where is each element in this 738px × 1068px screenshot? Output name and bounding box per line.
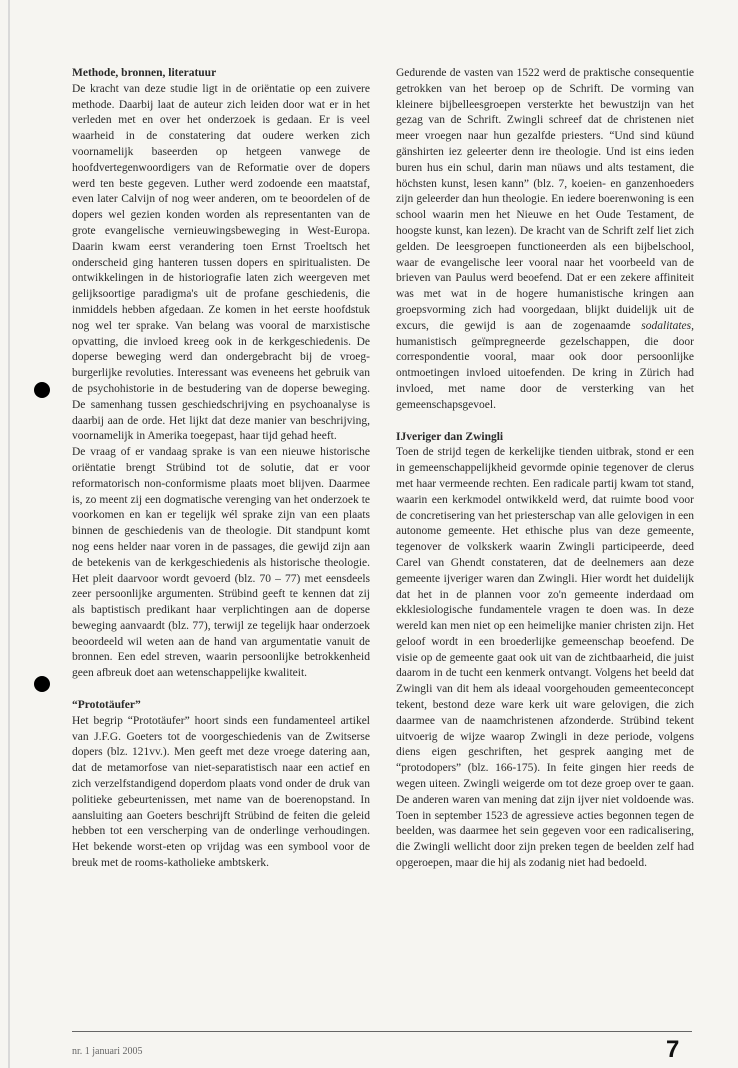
footer-rule (72, 1031, 692, 1032)
paragraph: Toen de strijd tegen de kerkelijke tienden uitbrak, stond er een in gemeenschappelijkheid gevormde opinie tegenover de clerus met haar vermeende rechten. Een radicale partij kwam tot stand, waarin een kerkmodel ontwikkeld werd, dat ruimte bood voor de concretisering van het priesterschap van alle gelovigen in een autonome gemeente. Het ethische plus van deze gemeente, tegenover de volkskerk waarin Zwingli participeerde, deed Carel van Ghendt constateren, dat de deelnemers aan deze gemeente ijveriger waren dan Zwingli. Hier wordt het duidelijk dat het in de plannen voor zo'n gemeente inderdaad om ekklesiologische fundamentele vragen te doen was. In deze wereld kan men niet op een heimelijke manier christen zijn. Het geloof wordt in een broederlijke gemeenschap beoefend. De visie op de gemeente gaat ook uit van de zichtbaarheid, die juist daarom in de tucht een kenmerk ontvangt. Volgens het beeld dat Zwingli van dit hem als ideaal voorgehouden gemeenteconcept tekent, bestond deze ware kerk uit ware gelovigen, die zich daarmee van de naamchristenen afzonderde. Strübind tekent uitvoerig de wijze waarop Zwingli in deze periode, volgens diens eigen geschriften, het gesprek aanging met de “protodopers” (blz. 166-175). In feite gingen hier reeds de wegen uiteen. Zwingli weigerde om tot deze groep over te gaan. De anderen waren van mening dat zijn ijver niet voldoende was. Toen in september 1523 de agressieve acties begonnen tegen de beelden, was daarmee het sein gegeven voor een radicalisering, die Zwingli wellicht door zijn preken tegen de beelden zelf had opgeroepen, maar die hij als zodanig niet had bedoeld. (396, 446, 694, 870)
heading-methods: Methode, bronnen, literatuur (72, 67, 217, 79)
paragraph: De kracht van deze studie ligt in de oriëntatie op een zuivere methode. Daarbij laat de auteur zich leiden door wat er in het verleden met en over het onderzoek is gedaan. Er is veel waarheid in de constatering dat oudere werken zich voornamelijk baseerden op hetgeen vanwege de hoofdvertegenwoordigers van de Reformatie over de dopers werd ten beste gegeven. Luther werd zodoende een maatstaf, even later Calvijn of nog weer anderen, om te beoordelen of de dopers wel gezien konden worden als representanten van de grote evangelische vernieuwingsbeweging in West-Europa. Daarin kwam eerst verandering toen Ernst Troeltsch het onderscheid ging hanteren tussen dopers en spiritualisten. De ontwikkelingen in de historiografie laten zich weergeven met gelijksoortige paradigma's uit de profane geschiedenis, die inmiddels hebben afgedaan. Ze komen in het eerste hoofdstuk nog wel ter sprake. Van belang was vooral de marxistische opvatting, die invloed kreeg ook in de kerkgeschiedenis. De doperse beweging werd dan ondergebracht bij de vroeg-burgerlijke revoluties. Interessant was eveneens het gebruik van de psychohistorie in de bestudering van de doperse beweging. De samenhang tussen geschiedschrijving en psychoanalyse is daarbij aan de orde. Het lijkt dat deze manier van beschrijving, voornamelijk in Amerika toegepast, haar tijd gehad heeft. (72, 82, 370, 443)
heading-prototaufer: “Prototäufer” (72, 699, 141, 712)
page-number: 7 (666, 1036, 680, 1063)
italic-term: sodalitates, (641, 319, 694, 332)
paragraph (396, 66, 694, 414)
heading-ijveriger: IJveriger dan Zwingli (396, 430, 504, 443)
left-column (72, 66, 370, 872)
punch-hole-upper (34, 382, 50, 398)
right-column (396, 66, 694, 872)
paragraph-text: Gedurende de vasten van 1522 werd de praktische consequentie getrokken van het beroep op de Schrift. De vorming van kleinere bijbelleesgroepen versterkte het bewustzijn van het gezag van de Schrift. Zwingli schreef dat de christenen niet meer vroegen naar hun gezalfde priesters. “Und sind küund gänshirten iez geleerter denn ire theologie. Und ist eins ieden buren hus ein schul, darin man nüaws und alts testament, die höchsten kunst, lesen kann” (blz. 7, koeien- en ganzenhoeders zijn geleerder dan hun theologie. En iedere boerenwoning is een school waarin men het Nieuwe en het Oude Testament, de hoogste kunst, kan lezen). De kracht van de Schrift zelf liet zich gelden. De leesgroepen functioneerden als een bijbelschool, waar de evangelische leer vooral naar het voorbeeld van de brieven van Paulus werd beoefend. Dat er een zekere affiniteit was met wat in de hogere humanistische kringen aan groepsvorming zich had voorgedaan, blijkt duidelijk uit de excurs, die gewijd is aan de zogenaamde (396, 67, 694, 332)
paragraph-text: humanistisch geïmpregneerde gezelschappen, die door correspondentie vooral, maar ook door persoonlijke ontmoetingen invloed uitoefenden. De kring in Zürich had invloed, met name door de versterking van het gemeenschapsgevoel. (396, 335, 694, 411)
paragraph: Het begrip “Prototäufer” hoort sinds een fundamenteel artikel van J.F.G. Goeters tot de voorgeschiedenis van de Zwitserse dopers (blz. 121vv.). Men geeft met deze vroege datering aan, dat de metamorfose van niet-separatistisch naar een actief en zich verzelfstandigend doperdom plaats vond onder de druk van politieke gebeurtenissen, met name van de boerenopstand. In aansluiting aan Goeters beschrijft Strübind de feiten die geleid hebben tot een verscherping van de onderlinge verhoudingen. Het bekende worst-eten op vrijdag was een symbool voor de breuk met de rooms-katholieke ambtskerk. (72, 714, 370, 870)
paragraph: De vraag of er vandaag sprake is van een nieuwe historische oriëntatie brengt Strübind tot de solutie, dat er voor reformatorisch non-conformisme plaats moet blijven. Daarmee is, zo meent zij een dogmatische verenging van het onderzoek te voorkomen en kan er tegelijk wél sprake zijn van een plaats binnen de geschiedenis van de theologie. Dit standpunt komt nog eens helder naar voren in de passages, die gewijd zijn aan de betekenis van de kerkgeschiedenis als historische theologie. Het pleit daarvoor wordt gevoerd (blz. 70 – 77) met eensdeels zeer persoonlijke argumenten. Strübind geeft te kennen dat zij als baptistisch predikant haar verplichtingen aan de doperse beweging aanvaardt (blz. 77), terwijl ze tegelijk haar onderzoek beoordeeld wil weten aan de hand van argumentatie vanuit de bronnen. Een edel streven, waarin persoonlijke betrokkenheid geen afbreuk doet aan wetenschappelijke kwaliteit. (72, 446, 370, 680)
page-edge-shadow (8, 0, 10, 1068)
punch-hole-lower (34, 676, 50, 692)
issue-label: nr. 1 januari 2005 (72, 1046, 143, 1057)
